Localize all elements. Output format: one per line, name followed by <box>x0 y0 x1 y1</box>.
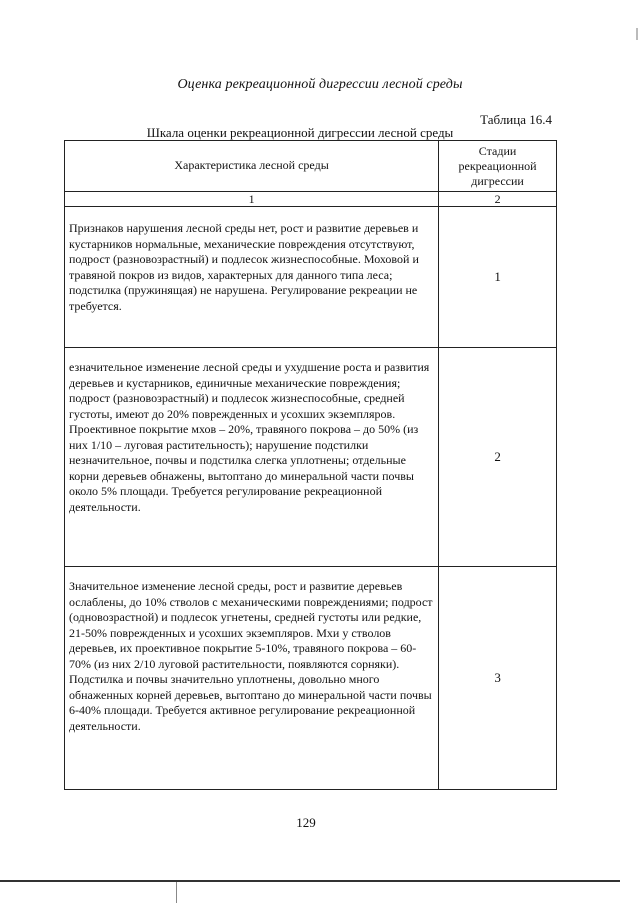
row-stage: 1 <box>439 207 557 348</box>
table-caption: Шкала оценки рекреационной дигрессии лесной среды <box>146 125 454 140</box>
table-number-label: Таблица 16.4 <box>480 112 552 127</box>
table-row <box>65 207 557 348</box>
column-header-stage: Стадии рекреационной дигрессии <box>439 141 557 192</box>
page-number: 129 <box>296 815 316 830</box>
recreation-scale-table <box>64 140 557 790</box>
running-title: Оценка рекреационной дигрессии лесной среды <box>177 77 463 92</box>
row-stage: 3 <box>439 567 557 790</box>
column-number-row <box>65 192 557 207</box>
row-stage: 2 <box>439 348 557 567</box>
column-number-1: 1 <box>65 192 439 207</box>
bottom-divider <box>0 880 620 882</box>
table-row <box>65 567 557 790</box>
column-number-2: 2 <box>439 192 557 207</box>
scan-edge-mark <box>176 882 177 903</box>
row-description: езначительное изменение лесной среды и ухудшение роста и развития деревьев и кустарников, единичные механические повреждения; подрост (разновозрастный) и подлесок жизнеспособные, средней густоты, имеют до 20% поврежденных и усохших экземпляров. Проективное покрытие мхов – 20%, травяного покрова – до 50% (из них 1/10 – луговая растительность); нарушение подстилки незначительное, почвы и подстилка слегка уплотнены; отдельные корни деревьев обнажены, вытоптано до минеральной части почвы около 5% площади. Требуется регулирование рекреационной деятельности. <box>65 348 439 567</box>
row-description: Признаков нарушения лесной среды нет, рост и развитие деревьев и кустарников нормальные, механические повреждения отсутствуют, подрост (разновозрастный) и подлесок жизнеспособные. Моховой и травяной покров из видов, характерных для данного типа леса; подстилка (пружинящая) не нарушена. Регулирование рекреации не требуется. <box>65 207 439 348</box>
column-header-characteristic: Характеристика лесной среды <box>65 141 439 192</box>
row-description: Значительное изменение лесной среды, рост и развитие деревьев ослаблены, до 10% стволов с механическими повреждениями; подрост (одновозрастной) и подлесок угнетены, средней густоты или редкие, 21-50% поврежденных и усохших экземпляров. Мхи у стволов деревьев, их проективное покрытие 5-10%, травяного покрова – 60-70% (из них 2/10 луговой растительности, появляются сорняки). Подстилка и почвы значительно уплотнены, довольно много обнаженных корней деревьев, вытоптано до минеральной части почвы 6-40% площади. Требуется активное регулирование рекреационной деятельности. <box>65 567 439 790</box>
scan-edge-mark <box>636 28 638 40</box>
table-header-row <box>65 141 557 192</box>
table-row <box>65 348 557 567</box>
